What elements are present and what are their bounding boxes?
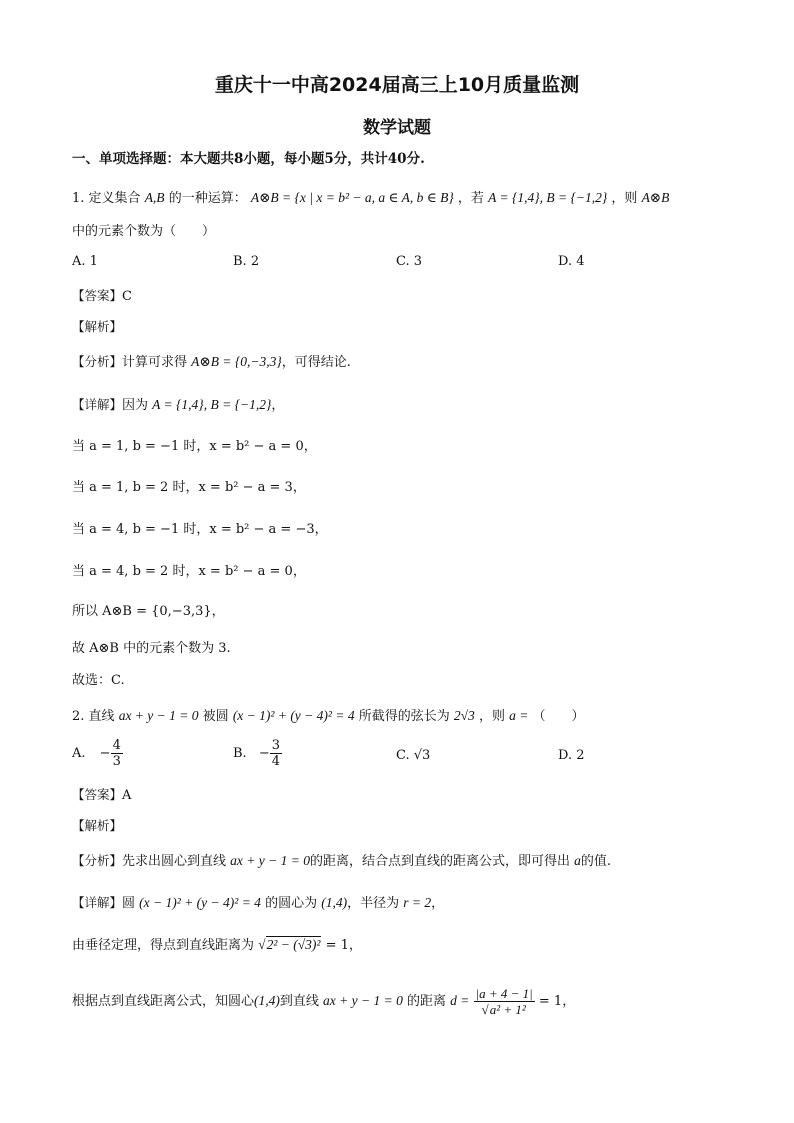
q1-analysis-label: 【解析】: [72, 319, 123, 334]
fenxi-label: 【分析】: [72, 853, 123, 868]
q2-fenxi-var: a: [574, 853, 581, 868]
q1-stem-a: 1. 定义集合: [72, 191, 141, 206]
exam-subtitle: 数学试题: [363, 118, 431, 138]
q2-detail-center: (1,4): [321, 895, 348, 910]
q2-chord-b: = 1，: [321, 938, 362, 953]
q2-chord-sqrt: √2² − (√3)²: [258, 937, 321, 952]
q1-fenxi: [72, 352, 351, 373]
q1-case-2: 当 a = 1, b = 2 时，x = b² − a = 3，: [72, 480, 306, 495]
q2-option-b-label: B.: [233, 746, 247, 761]
answer-value: A: [122, 788, 132, 803]
q1-stem-ab2: A⊗B: [641, 190, 670, 205]
answer-label: 【答案】: [72, 787, 123, 802]
q2-option-a-sign: −: [99, 746, 111, 761]
q2-dist-den-wrap: √a² + 1²: [481, 1002, 526, 1017]
detail-label: 【详解】: [72, 397, 123, 412]
exam-title: 重庆十一中高2024届高三上10月质量监测: [214, 74, 580, 96]
q1-detail-math: A = {1,4}, B = {−1,2}: [152, 397, 272, 412]
q2-option-b: [233, 738, 282, 769]
q1-so: 所以 A⊗B = {0,−3,3}，: [72, 604, 225, 619]
q1-sets: A = {1,4}, B = {−1,2}: [488, 190, 608, 205]
q2-fenxi-line: ax + y − 1 = 0: [230, 853, 310, 868]
q2-option-a-num: 4: [112, 738, 121, 753]
q1-fenxi-b: ，可得结论.: [281, 355, 351, 370]
q2-analysis-label: 【解析】: [72, 818, 123, 833]
q2-option-a-den: 3: [112, 754, 121, 769]
q1-stem-ab: A,B: [144, 190, 165, 205]
q2-chord-radicand: 2² − (√3)²: [266, 937, 321, 952]
q2-option-b-den: 4: [271, 754, 281, 769]
q2-stem-line: ax + y − 1 = 0: [118, 708, 199, 723]
q1-fenxi-math: A⊗B = {0,−3,3}: [191, 354, 282, 369]
q2-fenxi: [72, 851, 611, 872]
q2-stem-a: 2. 直线: [72, 709, 115, 724]
q2-dist-line: ax + y − 1 = 0: [323, 993, 403, 1008]
q2-option-c: C. √3: [396, 748, 431, 763]
q2-stem-a2: a =: [509, 708, 529, 723]
q1-detail-b: ，: [271, 398, 285, 413]
q2-distance: [72, 986, 575, 1017]
q2-option-d: D. 2: [558, 748, 585, 763]
q2-detail: [72, 893, 444, 914]
q2-stem-circle: (x − 1)² + (y − 4)² = 4: [232, 708, 355, 723]
q1-detail: [72, 395, 284, 416]
q2-answer: [72, 785, 131, 806]
q2-option-b-sign: −: [258, 746, 270, 761]
q1-option-c: C. 3: [396, 254, 423, 269]
section-heading: 一、单项选择题：本大题共8小题，每小题5分，共计40分.: [72, 151, 425, 167]
q2-dist-frac: [474, 986, 535, 1017]
q2-dist-c: 的距离: [407, 994, 447, 1009]
q1-option-a: A. 1: [72, 254, 98, 269]
q2-dist-den: a² + 1²: [489, 1002, 526, 1017]
q1-stem-d: ，则: [611, 191, 638, 206]
q2-stem-d: ，则: [478, 709, 505, 724]
q2-detail-d: ，: [431, 896, 445, 911]
q1-stem-b: 的一种运算：: [168, 191, 247, 206]
q2-chord-a: 由垂径定理，得点到直线距离为: [72, 938, 255, 953]
q2-stem-len: 2√3: [453, 708, 475, 723]
q2-chord: [72, 935, 362, 956]
q2-detail-r: r = 2: [403, 895, 432, 910]
q2-stem-b: 被圆: [202, 709, 229, 724]
q2-fenxi-b: 的距离，结合点到直线的距离公式，即可得出: [310, 854, 571, 869]
q2-dist-b: 到直线: [279, 994, 319, 1009]
q2-detail-c: ，半径为: [347, 896, 400, 911]
q2-option-a-frac: [111, 738, 123, 769]
q1-case-3: 当 a = 4, b = −1 时，x = b² − a = −3，: [72, 522, 328, 537]
q2-dist-center: (1,4): [254, 993, 280, 1008]
q1-fenxi-a: 计算可求得: [122, 355, 188, 370]
q2-dist-d: d =: [450, 993, 470, 1008]
answer-value: C: [122, 289, 132, 304]
q2-fenxi-a: 先求出圆心到直线: [122, 854, 227, 869]
q2-detail-circle: (x − 1)² + (y − 4)² = 4: [139, 895, 261, 910]
q1-answer: [72, 286, 132, 307]
q2-detail-b: 的圆心为: [265, 896, 318, 911]
q1-stem-c: ，若: [457, 191, 484, 206]
q1-option-d: D. 4: [558, 254, 585, 269]
q2-stem: [72, 706, 585, 727]
q1-choose: 故选：C.: [72, 673, 125, 688]
q1-stem-line2: 中的元素个数为（ ）: [72, 224, 216, 239]
q2-dist-num: |a + 4 − 1|: [475, 986, 533, 1001]
q2-stem-c: 所截得的弦长为: [358, 709, 450, 724]
q1-case-1: 当 a = 1, b = −1 时，x = b² − a = 0，: [72, 439, 317, 454]
q1-definition: A⊗B = {x | x = b² − a, a ∈ A, b ∈ B}: [250, 190, 454, 205]
q2-dist-a: 根据点到直线距离公式，知圆心: [72, 994, 255, 1009]
q1-detail-a: 因为: [122, 398, 149, 413]
q2-option-b-num: 3: [271, 738, 281, 753]
fenxi-label: 【分析】: [72, 354, 123, 369]
q2-fenxi-c: 的值.: [580, 854, 612, 869]
answer-label: 【答案】: [72, 288, 123, 303]
q1-option-b: B. 2: [233, 254, 260, 269]
q2-option-a-label: A.: [72, 746, 86, 761]
detail-label: 【详解】: [72, 895, 123, 910]
q1-case-4: 当 a = 4, b = 2 时，x = b² − a = 0，: [72, 564, 306, 579]
q1-count: 故 A⊗B 中的元素个数为 3.: [72, 641, 231, 656]
q2-detail-a: 圆: [122, 896, 136, 911]
q1-stem: [72, 188, 669, 209]
q2-option-a: [72, 738, 123, 769]
q2-dist-e: = 1，: [534, 994, 576, 1009]
q2-option-b-frac: [270, 738, 282, 769]
q2-stem-e: （ ）: [532, 709, 585, 724]
